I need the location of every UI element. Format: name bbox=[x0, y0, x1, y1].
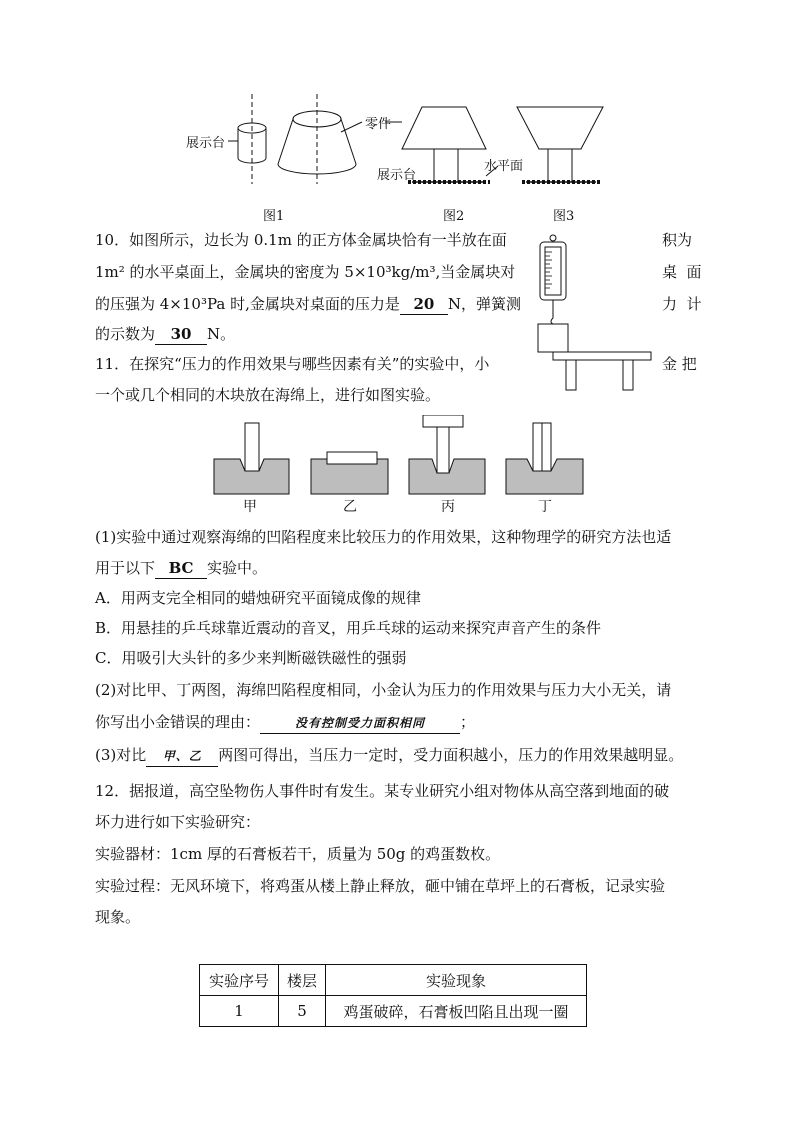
table-cell: 鸡蛋破碎，石膏板凹陷且出现一圈 bbox=[326, 996, 587, 1027]
q11-line2: 一个或几个相同的木块放在海绵上，进行如图实验。 bbox=[95, 386, 441, 404]
caption-fig1: 图1 bbox=[263, 209, 285, 224]
label-yi: 乙 bbox=[343, 499, 357, 515]
q10-line1: 10．如图所示，边长为 0.1m 的正方体金属块恰有一半放在面 bbox=[95, 231, 507, 249]
caption-fig2: 图2 bbox=[443, 209, 465, 224]
table-header-row bbox=[200, 965, 587, 996]
q11-option-b: B．用悬挂的乒乓球靠近震动的音叉，用乒乓球的运动来探究声音产生的条件 bbox=[95, 619, 602, 637]
q10-answer-pressure: 20 bbox=[400, 294, 448, 315]
q11-p1-line2: 用于以下 BC 实验中。 bbox=[95, 559, 268, 577]
caption-fig3: 图3 bbox=[553, 209, 575, 224]
q11-line1: 11．在探究“压力的作用效果与哪些因素有关”的实验中，小 bbox=[95, 355, 490, 373]
table-row bbox=[200, 996, 587, 1027]
table-header-cell: 楼层 bbox=[279, 965, 326, 996]
q11-answer-compare: 甲、乙 bbox=[146, 746, 218, 767]
q11-answer-bc: BC bbox=[155, 558, 207, 579]
figure-spring-scale bbox=[535, 230, 655, 395]
label-stand: 展示台 bbox=[186, 136, 226, 151]
table-header-cell: 实验现象 bbox=[326, 965, 587, 996]
q12-line4: 实验过程：无风环境下，将鸡蛋从楼上静止释放，砸中铺在草坪上的石膏板，记录实验 bbox=[95, 877, 666, 895]
label-bing: 丙 bbox=[441, 499, 455, 515]
table-cell: 5 bbox=[279, 996, 326, 1027]
q11-option-c: C．用吸引大头针的多少来判断磁铁磁性的强弱 bbox=[95, 649, 407, 667]
q10-answer-reading: 30 bbox=[155, 324, 207, 345]
label-part: 零件 bbox=[365, 117, 392, 132]
q12-line5: 现象。 bbox=[95, 908, 141, 926]
q11-line1-tail: 金 把 bbox=[662, 355, 697, 373]
label-level: 水平面 bbox=[484, 159, 524, 174]
q12-line3: 实验器材：1cm 厚的石膏板若干，质量为 50g 的鸡蛋数枚。 bbox=[95, 845, 501, 863]
q10-line2: 1m² 的水平桌面上，金属块的密度为 5×10³kg/m³,当金属块对 bbox=[95, 263, 516, 281]
q10-line2-tail: 桌 面 bbox=[662, 263, 702, 281]
q10-line3-tail: 力 计 bbox=[662, 295, 702, 313]
q11-option-a: A．用两支完全相同的蜡烛研究平面镜成像的规律 bbox=[95, 589, 421, 607]
label-stand-2: 展示台 bbox=[377, 168, 417, 183]
table-header-cell: 实验序号 bbox=[200, 965, 279, 996]
q11-answer-reason: 没有控制受力面积相同 bbox=[260, 713, 460, 734]
q12-line2: 坏力进行如下实验研究： bbox=[95, 813, 261, 831]
table-cell: 1 bbox=[200, 996, 279, 1027]
q10-line1-tail: 积为 bbox=[662, 231, 693, 249]
q11-p3: (3)对比 甲、乙 两图可得出，当压力一定时，受力面积越小，压力的作用效果越明显。 bbox=[95, 745, 683, 767]
experiment-table bbox=[199, 964, 587, 1027]
q10-line3: 的压强为 4×10³Pa 时,金属块对桌面的压力是 20 N，弹簧测 bbox=[95, 295, 522, 313]
label-jia: 甲 bbox=[243, 499, 257, 515]
q11-p1-line1: (1)实验中通过观察海绵的凹陷程度来比较压力的作用效果，这种物理学的研究方法也适 bbox=[95, 528, 672, 546]
figure-sponge-experiments bbox=[213, 415, 593, 497]
q11-p2-line2: 你写出小金错误的理由： 没有控制受力面积相同 ； bbox=[95, 712, 475, 734]
q11-p2-line1: (2)对比甲、丁两图，海绵凹陷程度相同，小金认为压力的作用效果与压力大小无关，请 bbox=[95, 681, 672, 699]
q12-line1: 12．据报道，高空坠物伤人事件时有发生。某专业研究小组对物体从高空落到地面的破 bbox=[95, 782, 670, 800]
q10-line4: 的示数为 30 N。 bbox=[95, 325, 236, 343]
label-ding: 丁 bbox=[538, 499, 552, 515]
